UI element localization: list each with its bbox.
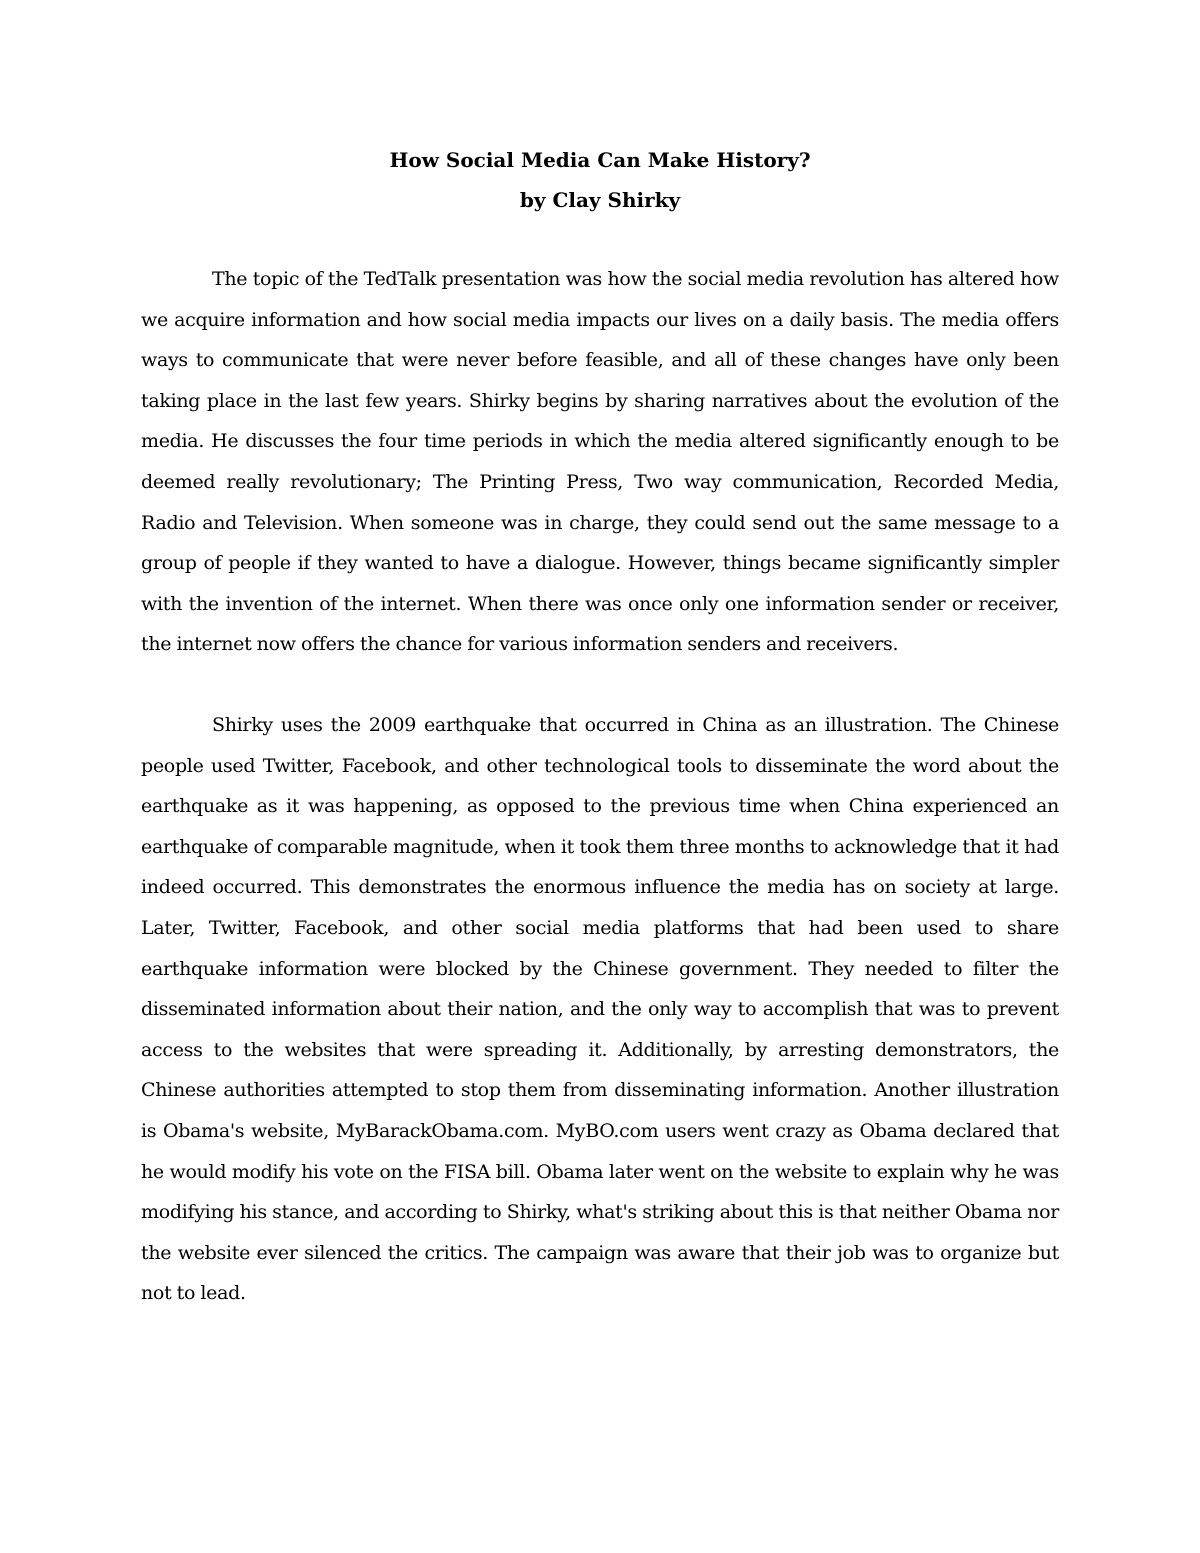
title-block xyxy=(0,140,1200,220)
document-author: by Clay Shirky xyxy=(519,188,681,212)
paragraph-1: The topic of the TedTalk presentation was how the social media revolution has altered how we acquire information and how social media impacts our lives on a daily basis. The media offers ways to communicate that were never before feasible, and all of these changes have only been taking place in the last few years. Shirky begins by sharing narratives about the evolution of the media. He discusses the four time periods in which the media altered significantly enough to be deemed really revolutionary; The Printing Press, Two way communication, Recorded Media, Radio and Television. When someone was in charge, they could send out the same message to a group of people if they wanted to have a dialogue. However, things became significantly simpler with the invention of the internet. When there was once only one information sender or receiver, the internet now offers the chance for various information senders and receivers. xyxy=(141,268,1059,656)
paragraph-2: Shirky uses the 2009 earthquake that occurred in China as an illustration. The Chinese people used Twitter, Facebook, and other technological tools to disseminate the word about the earthquake as it was happening, as opposed to the previous time when China experienced an earthquake of comparable magnitude, when it took them three months to acknowledge that it had indeed occurred. This demonstrates the enormous influence the media has on society at large. Later, Twitter, Facebook, and other social media platforms that had been used to share earthquake information were blocked by the Chinese government. They needed to filter the disseminated information about their nation, and the only way to accomplish that was to prevent access to the websites that were spreading it. Additionally, by arresting demonstrators, the Chinese authorities attempted to stop them from disseminating information. Another illustration is Obama's website, MyBarackObama.com. MyBO.com users went crazy as Obama declared that he would modify his vote on the FISA bill. Obama later went on the website to explain why he was modifying his stance, and according to Shirky, what's striking about this is that neither Obama nor the website ever silenced the critics. The campaign was aware that their job was to organize but not to lead. xyxy=(141,714,1059,1305)
document-title: How Social Media Can Make History? xyxy=(389,148,811,172)
